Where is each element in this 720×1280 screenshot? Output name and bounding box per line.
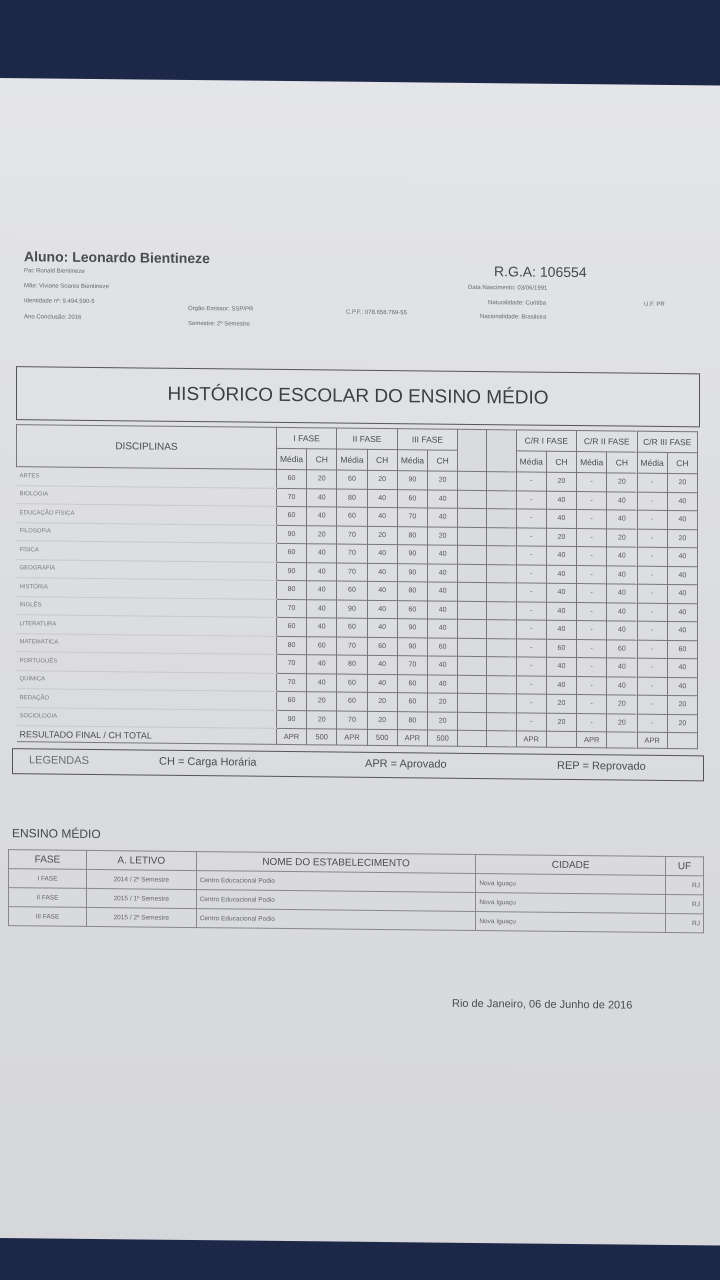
grade-cell: 70	[397, 656, 427, 675]
discipline-name: PORTUGUÊS	[17, 652, 277, 673]
cr-hours-cell: 40	[607, 565, 637, 584]
cr-grade-cell: -	[577, 491, 607, 510]
id-number: Identidade nº: 9.494.590-5	[24, 298, 95, 305]
blank-cell	[458, 730, 487, 746]
cr-grade-cell: -	[516, 509, 546, 528]
school-column-header: NOME DO ESTABELECIMENTO	[196, 852, 476, 874]
discipline-name: BIOLOGIA	[17, 485, 277, 506]
cr-hours-cell: 40	[667, 584, 697, 603]
father-name: Pai: Ronald Bientineze	[24, 268, 85, 275]
cr-grade-cell: -	[577, 695, 607, 714]
cr-grade-cell: -	[577, 658, 607, 677]
grade-cell: 70	[337, 526, 367, 545]
cr-hours-cell: 40	[546, 491, 576, 510]
blank-cell	[458, 490, 487, 509]
final-result-cell: APR	[337, 729, 367, 745]
school-column-header: A. LETIVO	[86, 850, 196, 870]
year-cell: 2014 / 2º Semestre	[86, 869, 196, 889]
final-result-cell: 500	[367, 729, 397, 745]
hours-cell: 40	[367, 618, 397, 637]
blank-cell	[458, 656, 487, 675]
cr-grade-cell: -	[577, 547, 607, 566]
uf-cell: RJ	[666, 894, 704, 913]
hours-cell: 40	[428, 674, 458, 693]
media-header: Média	[397, 450, 427, 471]
ch-header: CH	[428, 450, 458, 471]
blank-cell	[487, 712, 516, 731]
grade-cell: 80	[337, 489, 367, 508]
grade-cell: 60	[276, 691, 306, 710]
discipline-name: EDUCAÇÃO FÍSICA	[17, 504, 277, 525]
final-result-label: RESULTADO FINAL / CH TOTAL	[17, 726, 277, 745]
school-name-cell: Centro Educacional Podio	[196, 871, 476, 893]
city-cell: Nova Iguaçu	[476, 873, 666, 894]
cr-grade-cell: -	[637, 566, 667, 585]
cr-hours-cell: 40	[667, 566, 697, 585]
hours-cell: 40	[307, 581, 337, 600]
phase-cell: III FASE	[9, 907, 87, 927]
cr-grade-cell: -	[516, 675, 546, 694]
year-cell: 2015 / 2º Semestre	[86, 907, 196, 927]
student-name: Aluno: Leonardo Bientineze	[24, 248, 210, 267]
grade-cell: 90	[397, 563, 427, 582]
hours-cell: 40	[428, 563, 458, 582]
cr-grade-cell: -	[516, 657, 546, 676]
final-result-cell: APR	[276, 728, 306, 744]
cr-hours-cell: 60	[546, 639, 576, 658]
cr-ch-header: CH	[607, 452, 637, 473]
cr-final-result-cell	[607, 732, 637, 748]
document-page	[0, 78, 720, 1246]
cr-grade-cell: -	[637, 621, 667, 640]
discipline-name: MATEMÁTICA	[17, 633, 277, 654]
hours-cell: 60	[428, 637, 458, 656]
cr-final-result-cell	[546, 731, 576, 747]
cr-hours-cell: 40	[667, 547, 697, 566]
grade-cell: 90	[276, 525, 306, 544]
cr-grade-cell: -	[516, 712, 546, 731]
blank-cell	[458, 693, 487, 712]
hours-cell: 40	[307, 562, 337, 581]
hours-cell: 40	[307, 673, 337, 692]
grade-cell: 80	[337, 655, 367, 674]
hours-cell: 40	[307, 655, 337, 674]
grade-cell: 60	[337, 507, 367, 526]
blank-cell	[487, 675, 516, 694]
cr-hours-cell: 60	[607, 639, 637, 658]
blank-cell	[458, 601, 487, 620]
school-name-cell: Centro Educacional Podio	[196, 890, 476, 912]
hours-cell: 40	[428, 582, 458, 601]
cr-grade-cell: -	[577, 510, 607, 529]
discipline-name: SOCIOLOGIA	[17, 707, 277, 728]
cr-grade-cell: -	[516, 638, 546, 657]
cr-grade-cell: -	[577, 584, 607, 603]
blank-cell	[487, 694, 516, 713]
cr-hours-cell: 20	[546, 528, 576, 547]
cr-hours-cell: 20	[667, 714, 697, 733]
birthplace: Naturalidade: Curitiba	[488, 300, 547, 307]
legend-ch: CH = Carga Horária	[159, 755, 257, 769]
birth-date: Data Nascimento: 03/06/1991	[468, 284, 548, 292]
grade-cell: 60	[276, 543, 306, 562]
year-cell: 2015 / 1º Semestre	[86, 888, 196, 908]
cr-hours-cell: 40	[607, 584, 637, 603]
cr-media-header: Média	[637, 452, 667, 473]
blank-cell	[458, 527, 487, 546]
grade-cell: 80	[276, 580, 306, 599]
grade-cell: 60	[337, 618, 367, 637]
grade-cell: 60	[397, 600, 427, 619]
cr-grade-cell: -	[637, 584, 667, 603]
blank-cell	[487, 472, 516, 491]
cr-grade-cell: -	[637, 695, 667, 714]
discipline-name: ARTES	[17, 467, 277, 488]
blank-cell	[487, 564, 516, 583]
cr-phase-2-header: C/R II FASE	[577, 431, 637, 453]
grade-cell: 60	[276, 469, 306, 488]
hours-cell: 40	[307, 544, 337, 563]
hours-cell: 40	[428, 656, 458, 675]
hours-cell: 20	[307, 525, 337, 544]
blank-cell	[458, 675, 487, 694]
cr-hours-cell: 40	[667, 658, 697, 677]
hours-cell: 20	[428, 471, 458, 490]
semester: Semestre: 2º Semestre	[188, 320, 250, 328]
cr-hours-cell: 40	[607, 602, 637, 621]
cr-hours-cell: 20	[546, 713, 576, 732]
grade-cell: 60	[337, 674, 367, 693]
grade-cell: 60	[397, 489, 427, 508]
city-cell: Nova Iguaçu	[476, 911, 666, 932]
cr-hours-cell: 40	[607, 621, 637, 640]
cr-phase-1-header: C/R I FASE	[516, 430, 576, 452]
cr-grade-cell: -	[516, 601, 546, 620]
hours-cell: 20	[428, 526, 458, 545]
grade-cell: 70	[397, 508, 427, 527]
hours-cell: 40	[307, 618, 337, 637]
cr-grade-cell: -	[577, 639, 607, 658]
cr-grade-cell: -	[637, 510, 667, 529]
blank-column	[458, 429, 487, 471]
issuing-agency: Órgão Emissor: SSP/PR	[188, 305, 254, 313]
blank-cell	[487, 546, 516, 565]
cr-hours-cell: 20	[667, 695, 697, 714]
hours-cell: 40	[367, 489, 397, 508]
hours-cell: 40	[367, 674, 397, 693]
cr-grade-cell: -	[516, 472, 546, 491]
blank-cell	[458, 619, 487, 638]
legend-title: LEGENDAS	[29, 754, 89, 767]
cr-hours-cell: 40	[667, 603, 697, 622]
cr-hours-cell: 20	[607, 713, 637, 732]
grade-cell: 70	[276, 488, 306, 507]
ch-header: CH	[307, 449, 337, 470]
hours-cell: 20	[428, 693, 458, 712]
grade-cell: 80	[276, 636, 306, 655]
hours-cell: 40	[367, 507, 397, 526]
grade-cell: 90	[276, 562, 306, 581]
media-header: Média	[337, 449, 367, 470]
cr-grade-cell: -	[577, 676, 607, 695]
blank-cell	[458, 712, 487, 731]
grades-table	[16, 424, 698, 749]
hours-cell: 40	[367, 600, 397, 619]
hours-cell: 40	[307, 507, 337, 526]
cr-hours-cell: 40	[667, 510, 697, 529]
grade-cell: 60	[276, 506, 306, 525]
cr-grade-cell: -	[637, 658, 667, 677]
grade-cell: 60	[337, 581, 367, 600]
phase-cell: II FASE	[9, 888, 87, 908]
blank-cell	[458, 508, 487, 527]
cr-media-header: Média	[516, 451, 546, 472]
grade-cell: 70	[276, 599, 306, 618]
cr-hours-cell: 20	[607, 473, 637, 492]
blank-cell	[458, 471, 487, 490]
school-table	[8, 849, 704, 933]
hours-cell: 40	[367, 655, 397, 674]
discipline-name: LITERATURA	[17, 615, 277, 636]
discipline-name: QUÍMICA	[17, 670, 277, 691]
hours-cell: 20	[367, 711, 397, 730]
cr-grade-cell: -	[577, 473, 607, 492]
cr-grade-cell: -	[637, 492, 667, 511]
cr-grade-cell: -	[637, 473, 667, 492]
school-column-header: FASE	[9, 850, 87, 870]
cr-hours-cell: 40	[667, 492, 697, 511]
hours-cell: 40	[307, 599, 337, 618]
place-date: Rio de Janeiro, 06 de Junho de 2016	[452, 997, 633, 1012]
grade-cell: 70	[276, 654, 306, 673]
rga-number: R.G.A: 106554	[494, 263, 587, 281]
cr-grade-cell: -	[577, 565, 607, 584]
city-cell: Nova Iguaçu	[476, 892, 666, 913]
cr-final-result-cell: APR	[637, 732, 667, 748]
hours-cell: 20	[367, 470, 397, 489]
cr-ch-header: CH	[667, 452, 697, 473]
cr-grade-cell: -	[637, 640, 667, 659]
final-result-cell: 500	[428, 730, 458, 746]
cr-grade-cell: -	[577, 602, 607, 621]
grade-cell: 90	[397, 545, 427, 564]
hours-cell: 20	[307, 692, 337, 711]
cr-hours-cell: 20	[667, 529, 697, 548]
legend-box	[12, 748, 704, 781]
ch-header: CH	[367, 449, 397, 470]
state: U.F. PR	[644, 301, 665, 308]
cr-grade-cell: -	[637, 603, 667, 622]
cr-phase-3-header: C/R III FASE	[637, 431, 698, 453]
cr-hours-cell: 40	[607, 658, 637, 677]
grade-cell: 90	[397, 471, 427, 490]
cr-grade-cell: -	[637, 529, 667, 548]
grade-cell: 70	[337, 544, 367, 563]
blank-cell	[458, 638, 487, 657]
cr-hours-cell: 40	[546, 602, 576, 621]
final-result-cell: APR	[397, 730, 427, 746]
phase-3-header: III FASE	[397, 429, 457, 451]
cr-grade-cell: -	[637, 547, 667, 566]
cr-hours-cell: 40	[546, 583, 576, 602]
hours-cell: 40	[428, 508, 458, 527]
hours-cell: 20	[307, 710, 337, 729]
uf-cell: RJ	[666, 913, 704, 932]
grade-cell: 90	[276, 710, 306, 729]
media-header: Média	[276, 448, 306, 469]
legend-apr: APR = Aprovado	[365, 757, 447, 771]
hours-cell: 60	[307, 636, 337, 655]
legend-rep: REP = Reprovado	[557, 759, 646, 773]
hours-cell: 40	[307, 488, 337, 507]
blank-cell	[487, 638, 516, 657]
blank-cell	[487, 490, 516, 509]
school-column-header: UF	[666, 856, 704, 875]
grade-cell: 60	[276, 617, 306, 636]
cr-grade-cell: -	[577, 621, 607, 640]
blank-cell	[487, 509, 516, 528]
blank-cell	[458, 545, 487, 564]
cr-hours-cell: 20	[607, 528, 637, 547]
page-title: HISTÓRICO ESCOLAR DO ENSINO MÉDIO	[167, 383, 549, 409]
hours-cell: 40	[367, 544, 397, 563]
cpf: C.P.F.: 078.658.769-55	[346, 309, 407, 317]
cr-grade-cell: -	[516, 527, 546, 546]
cr-hours-cell: 20	[667, 473, 697, 492]
school-column-header: CIDADE	[476, 854, 666, 875]
school-name-cell: Centro Educacional Podio	[196, 909, 476, 931]
cr-hours-cell: 40	[607, 491, 637, 510]
cr-hours-cell: 40	[667, 677, 697, 696]
cr-hours-cell: 20	[546, 472, 576, 491]
grade-cell: 80	[397, 582, 427, 601]
cr-hours-cell: 40	[546, 620, 576, 639]
cr-grade-cell: -	[516, 583, 546, 602]
cr-grade-cell: -	[516, 546, 546, 565]
title-box	[16, 366, 700, 427]
cr-grade-cell: -	[516, 620, 546, 639]
hours-cell: 20	[367, 526, 397, 545]
cr-hours-cell: 40	[546, 509, 576, 528]
blank-cell	[487, 620, 516, 639]
grade-cell: 80	[397, 526, 427, 545]
cr-grade-cell: -	[516, 694, 546, 713]
cr-hours-cell: 40	[607, 676, 637, 695]
hours-cell: 20	[428, 711, 458, 730]
phase-1-header: I FASE	[276, 427, 336, 449]
cr-hours-cell: 20	[607, 695, 637, 714]
cr-hours-cell: 40	[546, 657, 576, 676]
cr-media-header: Média	[577, 452, 607, 473]
mother-name: Mãe: Viviane Soares Bientineze	[24, 283, 109, 291]
discipline-name: REDAÇÃO	[17, 689, 277, 710]
phase-cell: I FASE	[9, 869, 87, 889]
discipline-name: GEOGRAFIA	[17, 559, 277, 580]
cr-hours-cell: 40	[607, 510, 637, 529]
grade-cell: 60	[397, 674, 427, 693]
grade-cell: 60	[337, 692, 367, 711]
grade-cell: 90	[397, 619, 427, 638]
hours-cell: 40	[428, 545, 458, 564]
blank-cell	[487, 657, 516, 676]
blank-cell	[487, 527, 516, 546]
cr-hours-cell: 40	[667, 621, 697, 640]
discipline-name: FILOSOFIA	[17, 522, 277, 543]
cr-hours-cell: 20	[546, 694, 576, 713]
completion-year: Ano Conclusão: 2016	[24, 314, 82, 321]
cr-grade-cell: -	[637, 677, 667, 696]
blank-cell	[458, 564, 487, 583]
cr-grade-cell: -	[577, 713, 607, 732]
discipline-name: HISTÓRIA	[17, 578, 277, 599]
cr-hours-cell: 60	[667, 640, 697, 659]
phase-2-header: II FASE	[337, 428, 397, 450]
grade-cell: 70	[337, 563, 367, 582]
nationality: Nacionalidade: Brasileira	[480, 314, 547, 321]
grade-cell: 90	[337, 600, 367, 619]
cr-hours-cell: 40	[546, 676, 576, 695]
grade-cell: 70	[276, 673, 306, 692]
disciplines-header: DISCIPLINAS	[17, 425, 277, 470]
final-result-cell: 500	[307, 729, 337, 745]
cr-grade-cell: -	[516, 490, 546, 509]
grade-cell: 70	[337, 711, 367, 730]
discipline-name: INGLÊS	[17, 596, 277, 617]
blank-cell	[487, 583, 516, 602]
cr-grade-cell: -	[516, 564, 546, 583]
grade-cell: 70	[337, 637, 367, 656]
hours-cell: 20	[367, 692, 397, 711]
hours-cell: 40	[428, 600, 458, 619]
hours-cell: 40	[367, 581, 397, 600]
cr-grade-cell: -	[577, 528, 607, 547]
hours-cell: 40	[428, 489, 458, 508]
hours-cell: 40	[428, 619, 458, 638]
hours-cell: 60	[367, 637, 397, 656]
discipline-name: FÍSICA	[17, 541, 277, 562]
blank-column	[487, 430, 516, 472]
cr-ch-header: CH	[546, 451, 576, 472]
hours-cell: 20	[307, 470, 337, 489]
cr-hours-cell: 40	[546, 546, 576, 565]
section-title: ENSINO MÉDIO	[12, 826, 101, 842]
cr-grade-cell: -	[637, 714, 667, 733]
blank-cell	[487, 601, 516, 620]
grade-cell: 60	[337, 470, 367, 489]
cr-final-result-cell: APR	[516, 731, 546, 747]
cr-hours-cell: 40	[546, 565, 576, 584]
cr-final-result-cell: APR	[577, 732, 607, 748]
uf-cell: RJ	[666, 875, 704, 894]
cr-hours-cell: 40	[607, 547, 637, 566]
grade-cell: 60	[397, 693, 427, 712]
blank-cell	[487, 731, 516, 747]
grade-cell: 80	[397, 711, 427, 730]
blank-cell	[458, 582, 487, 601]
grade-cell: 90	[397, 637, 427, 656]
cr-final-result-cell	[667, 732, 697, 748]
hours-cell: 40	[367, 563, 397, 582]
